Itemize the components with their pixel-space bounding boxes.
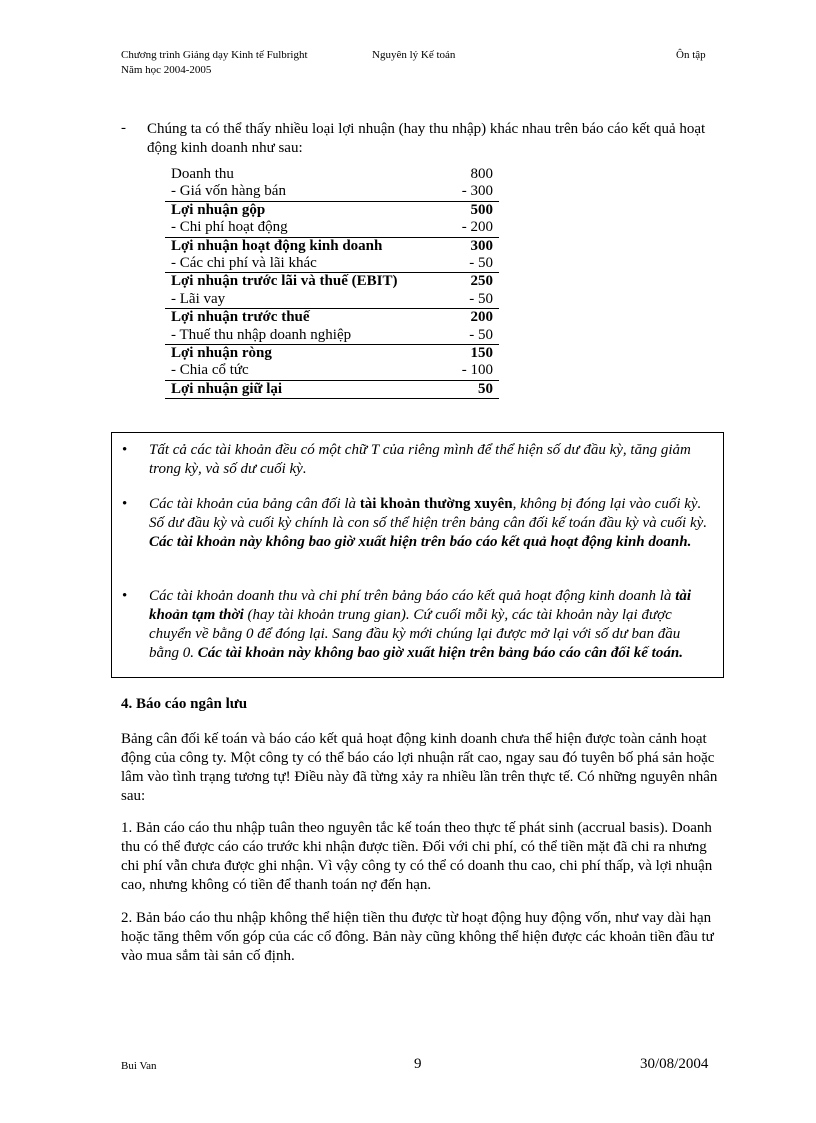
row-label: Lợi nhuận trước lãi và thuế (EBIT) xyxy=(171,273,398,290)
row-label: - Chi phí hoạt động xyxy=(165,219,448,237)
header-year: Năm học 2004-2005 xyxy=(121,64,212,76)
row-value: 150 xyxy=(470,345,493,362)
paragraph: 2. Bản báo cáo thu nhập không thể hiện tiền thu được từ hoạt động huy động vốn, như vay dài hạn hoặc tăng thêm vốn góp của các cổ đông. Bản này cũng không thể hiện được các khoản tiền đầu tư vào mua sắm tài sản cố định. xyxy=(121,910,714,964)
table-row xyxy=(165,380,499,398)
note-emphasis: Các tài khoản này không bao giờ xuất hiện trên bảng báo cáo cân đối kế toán. xyxy=(197,645,683,661)
row-label: - Các chi phí và lãi khác xyxy=(165,255,448,273)
row-label: Lợi nhuận giữ lại xyxy=(165,380,448,398)
table-row xyxy=(165,183,499,201)
table-row xyxy=(165,166,499,183)
row-value: 200 xyxy=(470,309,493,326)
paragraph: Bảng cân đối kế toán và báo cáo kết quả hoạt động kinh doanh chưa thể hiện được toàn cảnh hoạt động của công ty. Một công ty có thể báo cáo lợi nhuận rất cao, ngay sau đó tuyên bố phá sản hoặc lâm vào tình trạng tương tự! Điều này đã từng xảy ra nhiều lần trên thực tế. Có những nguyên nhân sau: xyxy=(121,731,718,804)
page-number: 9 xyxy=(414,1056,422,1072)
income-statement-table xyxy=(165,166,499,399)
row-value: 250 xyxy=(470,273,493,290)
row-value: - 300 xyxy=(448,183,499,201)
row-value: 500 xyxy=(470,201,493,218)
row-value: - 50 xyxy=(448,327,499,345)
header-program: Chương trình Giảng dạy Kinh tế Fulbright xyxy=(121,49,308,61)
intro-bullet: - xyxy=(121,120,126,136)
accounts-note-box xyxy=(111,432,724,678)
intro-text: Chúng ta có thể thấy nhiều loại lợi nhuận (hay thu nhập) khác nhau trên báo cáo kết quả hoạt động kinh doanh như sau: xyxy=(147,121,706,156)
bullet-icon: • xyxy=(122,442,128,458)
row-value: - 50 xyxy=(448,255,499,273)
table-row xyxy=(165,291,499,309)
note-text-part: Các tài khoản của bảng cân đối là xyxy=(149,496,360,512)
footer-date: 30/08/2004 xyxy=(640,1056,709,1072)
table-row xyxy=(165,273,499,291)
row-value: 50 xyxy=(448,380,499,398)
note-emphasis: Các tài khoản này không bao giờ xuất hiện trên báo cáo kết quả hoạt động kinh doanh. xyxy=(149,534,692,550)
row-label: Lợi nhuận trước thuế xyxy=(171,309,310,326)
table-row xyxy=(165,201,499,219)
row-label: Lợi nhuận hoạt động kinh doanh xyxy=(171,237,383,254)
table-row xyxy=(165,219,499,237)
section-title: 4. Báo cáo ngân lưu xyxy=(121,696,248,712)
row-value: - 100 xyxy=(448,362,499,380)
note-emphasis: tài khoản thường xuyên xyxy=(359,496,513,512)
row-label: Doanh thu xyxy=(171,166,234,182)
bullet-icon: • xyxy=(122,588,128,604)
note-text-part: Các tài khoản doanh thu và chi phí trên bảng báo cáo kết quả hoạt động kinh doanh là xyxy=(149,588,676,604)
row-label: - Thuế thu nhập doanh nghiệp xyxy=(165,327,448,345)
header-course: Nguyên lý Kế toán xyxy=(372,49,456,61)
row-label: - Giá vốn hàng bán xyxy=(165,183,448,201)
table-row xyxy=(165,237,499,255)
note-text xyxy=(149,587,709,663)
table-row xyxy=(165,345,499,363)
footer-author: Bui Van xyxy=(121,1060,157,1072)
bullet-icon: • xyxy=(122,496,128,512)
row-label: - Chia cổ tức xyxy=(165,362,448,380)
row-label: Lợi nhuận gộp xyxy=(171,201,266,218)
table-row xyxy=(165,362,499,380)
row-label: Lợi nhuận ròng xyxy=(171,345,272,362)
note-text: Tất cả các tài khoản đều có một chữ T của riêng mình để thể hiện số dư đầu kỳ, tăng giảm trong kỳ, và số dư cuối kỳ. xyxy=(149,442,691,477)
row-value: - 50 xyxy=(448,291,499,309)
table-row xyxy=(165,309,499,327)
note-text-part: (hay tài khoản trung gian). Cứ cuối mỗi kỳ, các tài khoản này lại được chuyển về bằng 0 để đóng lại. Sang đầu kỳ mới chúng lại được mở lại với số dư ban đầu bằng 0. xyxy=(149,607,681,661)
note-text xyxy=(149,495,709,552)
row-label: - Lãi vay xyxy=(165,291,448,309)
table-row xyxy=(165,255,499,273)
paragraph: 1. Bản cáo cáo thu nhập tuân theo nguyên tắc kế toán theo thực tế phát sinh (accrual basis). Doanh thu có thể được cáo cáo trước khi nhận được tiền. Đối với chi phí, có thể tiền mặt đã chi ra nhưng chi phí vẫn chưa được ghi nhận. Vì vậy công ty có thể có doanh thu cao, chi phí thấp, và lợi nhuận cao, nhưng không có tiền để thanh toán nợ đến hạn. xyxy=(121,820,713,893)
row-value: 800 xyxy=(470,166,493,182)
table-row xyxy=(165,327,499,345)
note-emphasis: tài khoản tạm thời xyxy=(149,588,692,623)
row-value: - 200 xyxy=(448,219,499,237)
row-value: 300 xyxy=(470,237,493,254)
header-section: Ôn tập xyxy=(676,49,706,61)
note-text-part: , không bị đóng lại vào cuối kỳ. Số dư đầu kỳ và cuối kỳ chính là con số thể hiện trên bảng cân đối kế toán đầu kỳ và cuối kỳ. xyxy=(149,496,708,531)
